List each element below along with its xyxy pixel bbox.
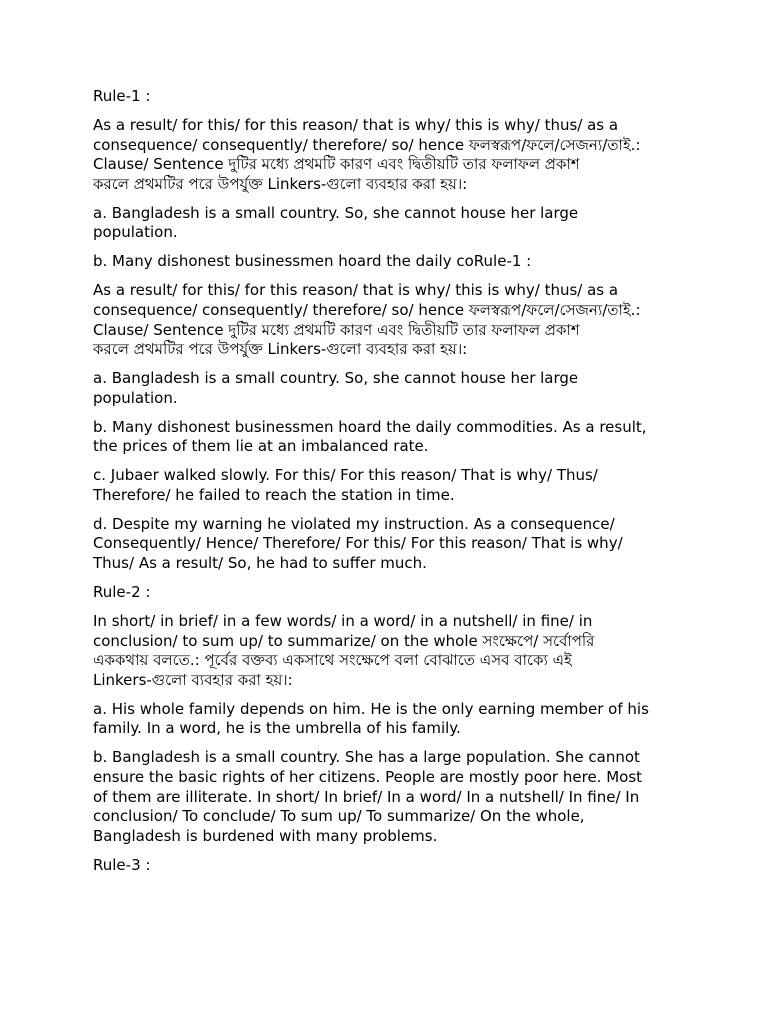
example-a: a. Bangladesh is a small country. So, she cannot house her large population. xyxy=(93,203,579,242)
rule-2-heading: Rule-2 : xyxy=(93,582,151,601)
rule-1-explanation-repeat: As a result/ for this/ for this reason/ that is why/ this is why/ thus/ as a consequence/ consequently/ therefore/ so/ hence ফলস্বরূপ/ফলে/সেজন্য/তাই.: Clause/ Sentence দুটির মধ্যে প্রথমটি কারণ এবং দ্বিতীয়টি তার ফলাফল প্রকাশ করলে প্রথমটির পরে উপর্যুক্ত Linkers-গুলো ব্যবহার করা হয়।: xyxy=(93,281,641,359)
rule-1-explanation: As a result/ for this/ for this reason/ that is why/ this is why/ thus/ as a consequence/ consequently/ therefore/ so/ hence ফলস্বরূপ/ফলে/সেজন্য/তাই.: Clause/ Sentence দুটির মধ্যে প্রথমটি কারণ এবং দ্বিতীয়টি তার ফলাফল প্রকাশ করলে প্রথমটির পরে উপর্যুক্ত Linkers-গুলো ব্যবহার করা হয়।: xyxy=(93,115,641,193)
rule-3-heading: Rule-3 : xyxy=(93,855,151,874)
example-a-repeat: a. Bangladesh is a small country. So, she cannot house her large population. xyxy=(93,369,579,407)
example-c: c. Jubaer walked slowly. For this/ For this reason/ That is why/ Thus/ Therefore/ he failed to reach the station in time. xyxy=(93,466,598,504)
rule-2-explanation: In short/ in brief/ in a few words/ in a word/ in a nutshell/ in fine/ in conclusion/ to sum up/ to summarize/ on the whole সংক্ষেপে/ সর্বোপরি এককথায় বলতে.: পূর্বের বক্তব্য একসাথে সংক্ষেপে বলা বোঝাতে এসব বাক্যে এই Linkers-গুলো ব্যবহার করা হয়।: xyxy=(93,611,595,689)
example-b: b. Many dishonest businessmen hoard the daily commodities. As a result, the prices of them lie at an imbalanced rate. xyxy=(93,417,647,456)
example-d: d. Despite my warning he violated my instruction. As a consequence/ Consequently/ Hence/ Therefore/ For this/ For this reason/ That is why/ Thus/ As a result/ So, he had to suffer much. xyxy=(93,514,623,572)
rule-2-example-a: a. His whole family depends on him. He is the only earning member of his family. In a word, he is the umbrella of his family. xyxy=(93,699,649,738)
rule-2-example-b: b. Bangladesh is a small country. She has a large population. She cannot ensure the basic rights of her citizens. People are mostly poor here. Most of them are illiterate. In short/ In brief/ In a word/ In a nutshell/ In fine/ In conclusion/ To conclude/ To sum up/ To summarize/ On the whole, Bangladesh is burdened with many problems. xyxy=(93,748,643,845)
example-b-truncated: b. Many dishonest businessmen hoard the daily coRule-1 : xyxy=(93,252,532,271)
rule-1-heading: Rule-1 : xyxy=(93,87,151,105)
